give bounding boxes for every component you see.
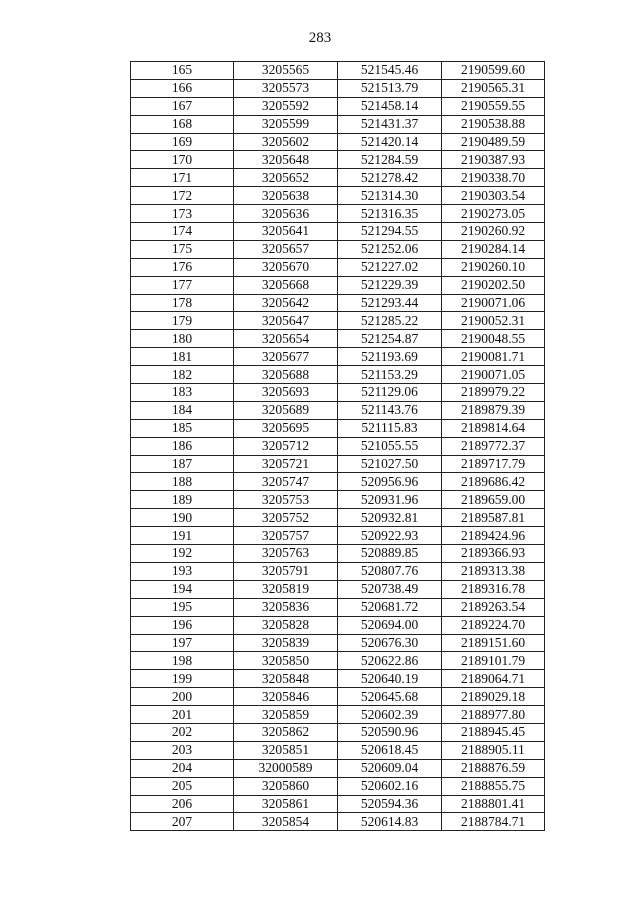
- table-row: [131, 97, 545, 115]
- table-row: [131, 62, 545, 80]
- point-number-cell: 173: [131, 205, 234, 223]
- x-coordinate-cell: 521252.06: [338, 240, 442, 258]
- code-cell: 3205839: [234, 634, 338, 652]
- point-number-cell: 192: [131, 545, 234, 563]
- table-row: [131, 366, 545, 384]
- y-coordinate-cell: 2188876.59: [442, 759, 545, 777]
- x-coordinate-cell: 521513.79: [338, 79, 442, 97]
- table-row: [131, 813, 545, 831]
- point-number-cell: 203: [131, 741, 234, 759]
- point-number-cell: 186: [131, 437, 234, 455]
- coordinates-table-body: [131, 62, 545, 831]
- x-coordinate-cell: 520676.30: [338, 634, 442, 652]
- point-number-cell: 197: [131, 634, 234, 652]
- y-coordinate-cell: 2190599.60: [442, 62, 545, 80]
- table-row: [131, 455, 545, 473]
- code-cell: 3205688: [234, 366, 338, 384]
- y-coordinate-cell: 2188905.11: [442, 741, 545, 759]
- table-row: [131, 115, 545, 133]
- code-cell: 3205721: [234, 455, 338, 473]
- table-row: [131, 437, 545, 455]
- y-coordinate-cell: 2189979.22: [442, 384, 545, 402]
- y-coordinate-cell: 2189424.96: [442, 527, 545, 545]
- y-coordinate-cell: 2188784.71: [442, 813, 545, 831]
- table-row: [131, 294, 545, 312]
- y-coordinate-cell: 2190081.71: [442, 348, 545, 366]
- x-coordinate-cell: 520694.00: [338, 616, 442, 634]
- code-cell: 3205652: [234, 169, 338, 187]
- x-coordinate-cell: 521143.76: [338, 401, 442, 419]
- x-coordinate-cell: 521227.02: [338, 258, 442, 276]
- table-row: [131, 312, 545, 330]
- x-coordinate-cell: 521314.30: [338, 187, 442, 205]
- point-number-cell: 187: [131, 455, 234, 473]
- point-number-cell: 171: [131, 169, 234, 187]
- code-cell: 3205573: [234, 79, 338, 97]
- x-coordinate-cell: 521294.55: [338, 223, 442, 241]
- y-coordinate-cell: 2190273.05: [442, 205, 545, 223]
- code-cell: 3205752: [234, 509, 338, 527]
- table-row: [131, 527, 545, 545]
- code-cell: 3205828: [234, 616, 338, 634]
- y-coordinate-cell: 2189814.64: [442, 419, 545, 437]
- y-coordinate-cell: 2189313.38: [442, 562, 545, 580]
- coordinates-table: [130, 61, 545, 831]
- point-number-cell: 207: [131, 813, 234, 831]
- x-coordinate-cell: 520640.19: [338, 670, 442, 688]
- code-cell: 3205753: [234, 491, 338, 509]
- point-number-cell: 179: [131, 312, 234, 330]
- x-coordinate-cell: 520622.86: [338, 652, 442, 670]
- y-coordinate-cell: 2189587.81: [442, 509, 545, 527]
- point-number-cell: 198: [131, 652, 234, 670]
- point-number-cell: 191: [131, 527, 234, 545]
- point-number-cell: 170: [131, 151, 234, 169]
- table-row: [131, 473, 545, 491]
- table-row: [131, 223, 545, 241]
- point-number-cell: 184: [131, 401, 234, 419]
- y-coordinate-cell: 2189772.37: [442, 437, 545, 455]
- x-coordinate-cell: 521431.37: [338, 115, 442, 133]
- point-number-cell: 182: [131, 366, 234, 384]
- point-number-cell: 204: [131, 759, 234, 777]
- x-coordinate-cell: 521129.06: [338, 384, 442, 402]
- x-coordinate-cell: 521285.22: [338, 312, 442, 330]
- table-row: [131, 401, 545, 419]
- x-coordinate-cell: 521545.46: [338, 62, 442, 80]
- code-cell: 3205862: [234, 723, 338, 741]
- point-number-cell: 166: [131, 79, 234, 97]
- code-cell: 3205791: [234, 562, 338, 580]
- code-cell: 3205848: [234, 670, 338, 688]
- x-coordinate-cell: 520609.04: [338, 759, 442, 777]
- code-cell: 3205854: [234, 813, 338, 831]
- point-number-cell: 169: [131, 133, 234, 151]
- x-coordinate-cell: 520594.36: [338, 795, 442, 813]
- y-coordinate-cell: 2190387.93: [442, 151, 545, 169]
- code-cell: 3205846: [234, 688, 338, 706]
- code-cell: 3205654: [234, 330, 338, 348]
- x-coordinate-cell: 521458.14: [338, 97, 442, 115]
- code-cell: 3205851: [234, 741, 338, 759]
- table-row: [131, 79, 545, 97]
- table-row: [131, 759, 545, 777]
- x-coordinate-cell: 520932.81: [338, 509, 442, 527]
- y-coordinate-cell: 2189366.93: [442, 545, 545, 563]
- point-number-cell: 172: [131, 187, 234, 205]
- code-cell: 3205859: [234, 706, 338, 724]
- x-coordinate-cell: 520807.76: [338, 562, 442, 580]
- y-coordinate-cell: 2188977.80: [442, 706, 545, 724]
- code-cell: 3205689: [234, 401, 338, 419]
- code-cell: 3205747: [234, 473, 338, 491]
- code-cell: 3205693: [234, 384, 338, 402]
- x-coordinate-cell: 521278.42: [338, 169, 442, 187]
- y-coordinate-cell: 2189029.18: [442, 688, 545, 706]
- table-row: [131, 562, 545, 580]
- code-cell: 3205670: [234, 258, 338, 276]
- y-coordinate-cell: 2190071.06: [442, 294, 545, 312]
- point-number-cell: 195: [131, 598, 234, 616]
- y-coordinate-cell: 2190565.31: [442, 79, 545, 97]
- code-cell: 3205657: [234, 240, 338, 258]
- table-row: [131, 670, 545, 688]
- x-coordinate-cell: 520618.45: [338, 741, 442, 759]
- point-number-cell: 190: [131, 509, 234, 527]
- code-cell: 3205599: [234, 115, 338, 133]
- table-row: [131, 580, 545, 598]
- table-row: [131, 598, 545, 616]
- code-cell: 3205647: [234, 312, 338, 330]
- code-cell: 3205638: [234, 187, 338, 205]
- point-number-cell: 177: [131, 276, 234, 294]
- x-coordinate-cell: 521229.39: [338, 276, 442, 294]
- point-number-cell: 199: [131, 670, 234, 688]
- code-cell: 3205648: [234, 151, 338, 169]
- y-coordinate-cell: 2190338.70: [442, 169, 545, 187]
- code-cell: 3205757: [234, 527, 338, 545]
- page-number: 283: [308, 30, 332, 46]
- code-cell: 3205763: [234, 545, 338, 563]
- table-row: [131, 509, 545, 527]
- table-row: [131, 151, 545, 169]
- code-cell: 3205819: [234, 580, 338, 598]
- table-row: [131, 240, 545, 258]
- table-row: [131, 276, 545, 294]
- y-coordinate-cell: 2190538.88: [442, 115, 545, 133]
- table-row: [131, 723, 545, 741]
- table-row: [131, 258, 545, 276]
- y-coordinate-cell: 2190052.31: [442, 312, 545, 330]
- y-coordinate-cell: 2189879.39: [442, 401, 545, 419]
- code-cell: 3205636: [234, 205, 338, 223]
- code-cell: 32000589: [234, 759, 338, 777]
- point-number-cell: 202: [131, 723, 234, 741]
- point-number-cell: 201: [131, 706, 234, 724]
- y-coordinate-cell: 2189316.78: [442, 580, 545, 598]
- point-number-cell: 175: [131, 240, 234, 258]
- point-number-cell: 206: [131, 795, 234, 813]
- x-coordinate-cell: 520602.16: [338, 777, 442, 795]
- table-row: [131, 205, 545, 223]
- code-cell: 3205642: [234, 294, 338, 312]
- point-number-cell: 176: [131, 258, 234, 276]
- y-coordinate-cell: 2188945.45: [442, 723, 545, 741]
- code-cell: 3205861: [234, 795, 338, 813]
- code-cell: 3205602: [234, 133, 338, 151]
- point-number-cell: 167: [131, 97, 234, 115]
- table-row: [131, 795, 545, 813]
- y-coordinate-cell: 2190489.59: [442, 133, 545, 151]
- y-coordinate-cell: 2188855.75: [442, 777, 545, 795]
- code-cell: 3205592: [234, 97, 338, 115]
- table-row: [131, 741, 545, 759]
- x-coordinate-cell: 521115.83: [338, 419, 442, 437]
- x-coordinate-cell: 521193.69: [338, 348, 442, 366]
- table-row: [131, 419, 545, 437]
- table-row: [131, 384, 545, 402]
- x-coordinate-cell: 521293.44: [338, 294, 442, 312]
- y-coordinate-cell: 2189659.00: [442, 491, 545, 509]
- x-coordinate-cell: 520922.93: [338, 527, 442, 545]
- point-number-cell: 180: [131, 330, 234, 348]
- x-coordinate-cell: 521027.50: [338, 455, 442, 473]
- x-coordinate-cell: 520889.85: [338, 545, 442, 563]
- code-cell: 3205850: [234, 652, 338, 670]
- y-coordinate-cell: 2190048.55: [442, 330, 545, 348]
- code-cell: 3205565: [234, 62, 338, 80]
- point-number-cell: 174: [131, 223, 234, 241]
- table-row: [131, 652, 545, 670]
- point-number-cell: 194: [131, 580, 234, 598]
- y-coordinate-cell: 2190260.92: [442, 223, 545, 241]
- x-coordinate-cell: 520614.83: [338, 813, 442, 831]
- table-row: [131, 348, 545, 366]
- point-number-cell: 165: [131, 62, 234, 80]
- code-cell: 3205836: [234, 598, 338, 616]
- x-coordinate-cell: 520931.96: [338, 491, 442, 509]
- point-number-cell: 205: [131, 777, 234, 795]
- y-coordinate-cell: 2189151.60: [442, 634, 545, 652]
- y-coordinate-cell: 2190303.54: [442, 187, 545, 205]
- x-coordinate-cell: 520645.68: [338, 688, 442, 706]
- x-coordinate-cell: 520956.96: [338, 473, 442, 491]
- x-coordinate-cell: 521316.35: [338, 205, 442, 223]
- table-row: [131, 545, 545, 563]
- point-number-cell: 189: [131, 491, 234, 509]
- code-cell: 3205668: [234, 276, 338, 294]
- code-cell: 3205712: [234, 437, 338, 455]
- y-coordinate-cell: 2188801.41: [442, 795, 545, 813]
- table-row: [131, 491, 545, 509]
- code-cell: 3205695: [234, 419, 338, 437]
- code-cell: 3205677: [234, 348, 338, 366]
- y-coordinate-cell: 2189686.42: [442, 473, 545, 491]
- x-coordinate-cell: 521055.55: [338, 437, 442, 455]
- x-coordinate-cell: 521254.87: [338, 330, 442, 348]
- table-row: [131, 169, 545, 187]
- point-number-cell: 196: [131, 616, 234, 634]
- y-coordinate-cell: 2190202.50: [442, 276, 545, 294]
- y-coordinate-cell: 2189101.79: [442, 652, 545, 670]
- point-number-cell: 193: [131, 562, 234, 580]
- point-number-cell: 200: [131, 688, 234, 706]
- y-coordinate-cell: 2189064.71: [442, 670, 545, 688]
- y-coordinate-cell: 2189717.79: [442, 455, 545, 473]
- y-coordinate-cell: 2190071.05: [442, 366, 545, 384]
- point-number-cell: 185: [131, 419, 234, 437]
- point-number-cell: 178: [131, 294, 234, 312]
- code-cell: 3205860: [234, 777, 338, 795]
- y-coordinate-cell: 2190559.55: [442, 97, 545, 115]
- x-coordinate-cell: 520681.72: [338, 598, 442, 616]
- y-coordinate-cell: 2189224.70: [442, 616, 545, 634]
- code-cell: 3205641: [234, 223, 338, 241]
- table-row: [131, 330, 545, 348]
- table-row: [131, 616, 545, 634]
- point-number-cell: 181: [131, 348, 234, 366]
- y-coordinate-cell: 2190284.14: [442, 240, 545, 258]
- table-row: [131, 187, 545, 205]
- table-row: [131, 688, 545, 706]
- point-number-cell: 168: [131, 115, 234, 133]
- x-coordinate-cell: 521420.14: [338, 133, 442, 151]
- point-number-cell: 183: [131, 384, 234, 402]
- table-row: [131, 777, 545, 795]
- table-row: [131, 133, 545, 151]
- x-coordinate-cell: 521284.59: [338, 151, 442, 169]
- y-coordinate-cell: 2189263.54: [442, 598, 545, 616]
- point-number-cell: 188: [131, 473, 234, 491]
- x-coordinate-cell: 520738.49: [338, 580, 442, 598]
- table-row: [131, 634, 545, 652]
- x-coordinate-cell: 520590.96: [338, 723, 442, 741]
- x-coordinate-cell: 521153.29: [338, 366, 442, 384]
- table-row: [131, 706, 545, 724]
- y-coordinate-cell: 2190260.10: [442, 258, 545, 276]
- x-coordinate-cell: 520602.39: [338, 706, 442, 724]
